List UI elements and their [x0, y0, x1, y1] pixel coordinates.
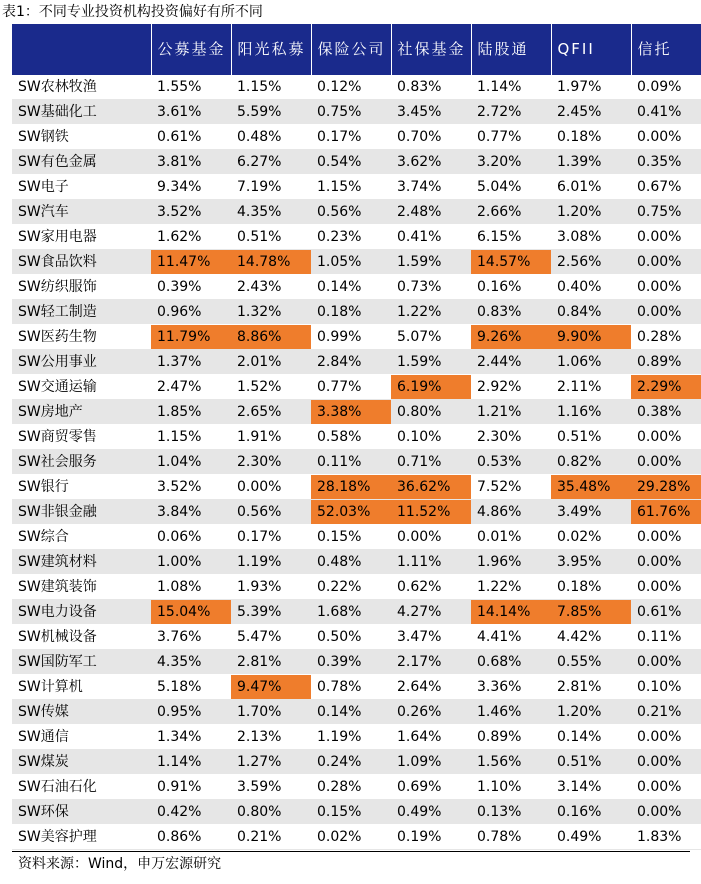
value-cell: 5.18%	[151, 675, 231, 700]
value-cell: 0.54%	[311, 150, 391, 175]
value-cell: 3.38%	[311, 400, 391, 425]
value-cell: 1.16%	[551, 400, 631, 425]
value-cell: 0.89%	[631, 350, 701, 375]
industry-name-cell: SW医药生物	[12, 325, 151, 350]
header-cell-industry	[12, 24, 151, 75]
value-cell: 0.73%	[391, 275, 471, 300]
value-cell: 0.83%	[391, 75, 471, 100]
value-cell: 3.52%	[151, 475, 231, 500]
value-cell: 4.86%	[471, 500, 551, 525]
value-cell: 0.23%	[311, 225, 391, 250]
value-cell: 2.66%	[471, 200, 551, 225]
value-cell: 0.21%	[231, 825, 311, 850]
value-cell: 0.95%	[151, 700, 231, 725]
table-row	[12, 650, 701, 675]
value-cell: 0.12%	[311, 75, 391, 100]
industry-name-cell: SW房地产	[12, 400, 151, 425]
value-cell: 1.85%	[151, 400, 231, 425]
value-cell: 2.01%	[231, 350, 311, 375]
value-cell: 7.85%	[551, 600, 631, 625]
table-row	[12, 375, 701, 400]
value-cell: 0.61%	[151, 125, 231, 150]
value-cell: 0.91%	[151, 775, 231, 800]
table-row	[12, 175, 701, 200]
value-cell: 0.00%	[631, 550, 701, 575]
industry-name-cell: SW银行	[12, 475, 151, 500]
table-row	[12, 700, 701, 725]
value-cell: 1.14%	[471, 75, 551, 100]
value-cell: 1.10%	[471, 775, 551, 800]
value-cell: 0.16%	[551, 800, 631, 825]
value-cell: 1.20%	[551, 700, 631, 725]
value-cell: 6.01%	[551, 175, 631, 200]
table-row	[12, 400, 701, 425]
industry-name-cell: SW石油石化	[12, 775, 151, 800]
value-cell: 6.19%	[391, 375, 471, 400]
value-cell: 1.96%	[471, 550, 551, 575]
value-cell: 0.77%	[311, 375, 391, 400]
value-cell: 52.03%	[311, 500, 391, 525]
value-cell: 0.00%	[631, 250, 701, 275]
header-cell-northbound: 陆股通	[471, 24, 551, 75]
value-cell: 3.62%	[391, 150, 471, 175]
value-cell: 1.09%	[391, 750, 471, 775]
value-cell: 1.14%	[151, 750, 231, 775]
value-cell: 0.01%	[471, 525, 551, 550]
value-cell: 0.00%	[631, 450, 701, 475]
industry-name-cell: SW汽车	[12, 200, 151, 225]
industry-name-cell: SW非银金融	[12, 500, 151, 525]
value-cell: 3.08%	[551, 225, 631, 250]
table-row	[12, 775, 701, 800]
value-cell: 0.11%	[311, 450, 391, 475]
value-cell: 0.28%	[631, 325, 701, 350]
industry-name-cell: SW通信	[12, 725, 151, 750]
industry-name-cell: SW煤炭	[12, 750, 151, 775]
value-cell: 0.35%	[631, 150, 701, 175]
value-cell: 0.86%	[151, 825, 231, 850]
industry-name-cell: SW钢铁	[12, 125, 151, 150]
value-cell: 0.39%	[311, 650, 391, 675]
value-cell: 0.00%	[631, 775, 701, 800]
value-cell: 14.14%	[471, 600, 551, 625]
value-cell: 0.83%	[471, 300, 551, 325]
value-cell: 5.07%	[391, 325, 471, 350]
table-row	[12, 125, 701, 150]
industry-name-cell: SW电子	[12, 175, 151, 200]
value-cell: 0.41%	[391, 225, 471, 250]
value-cell: 0.24%	[311, 750, 391, 775]
value-cell: 6.27%	[231, 150, 311, 175]
value-cell: 0.89%	[471, 725, 551, 750]
value-cell: 14.57%	[471, 250, 551, 275]
table-row	[12, 225, 701, 250]
value-cell: 0.13%	[471, 800, 551, 825]
table-row	[12, 475, 701, 500]
value-cell: 0.50%	[311, 625, 391, 650]
value-cell: 1.62%	[151, 225, 231, 250]
value-cell: 1.64%	[391, 725, 471, 750]
value-cell: 0.78%	[311, 675, 391, 700]
value-cell: 0.00%	[631, 650, 701, 675]
table-row	[12, 750, 701, 775]
value-cell: 0.26%	[391, 700, 471, 725]
value-cell: 0.00%	[631, 125, 701, 150]
industry-name-cell: SW公用事业	[12, 350, 151, 375]
header-cell-private-fund: 阳光私募	[231, 24, 311, 75]
value-cell: 29.28%	[631, 475, 701, 500]
industry-name-cell: SW机械设备	[12, 625, 151, 650]
value-cell: 0.38%	[631, 400, 701, 425]
value-cell: 0.84%	[551, 300, 631, 325]
value-cell: 0.77%	[471, 125, 551, 150]
value-cell: 4.35%	[231, 200, 311, 225]
industry-name-cell: SW建筑材料	[12, 550, 151, 575]
value-cell: 0.40%	[551, 275, 631, 300]
table-row	[12, 275, 701, 300]
table-row	[12, 550, 701, 575]
value-cell: 0.14%	[551, 725, 631, 750]
investment-preference-table	[12, 24, 701, 850]
value-cell: 1.34%	[151, 725, 231, 750]
value-cell: 0.09%	[631, 75, 701, 100]
industry-name-cell: SW家用电器	[12, 225, 151, 250]
value-cell: 0.53%	[471, 450, 551, 475]
industry-name-cell: SW农林牧渔	[12, 75, 151, 100]
value-cell: 3.84%	[151, 500, 231, 525]
value-cell: 1.68%	[311, 600, 391, 625]
table-row	[12, 350, 701, 375]
value-cell: 0.80%	[391, 400, 471, 425]
industry-name-cell: SW环保	[12, 800, 151, 825]
value-cell: 2.81%	[551, 675, 631, 700]
value-cell: 0.00%	[631, 800, 701, 825]
table-row	[12, 425, 701, 450]
value-cell: 2.72%	[471, 100, 551, 125]
source-note: 资料来源：Wind，申万宏源研究	[12, 851, 690, 877]
industry-name-cell: SW有色金属	[12, 150, 151, 175]
value-cell: 2.92%	[471, 375, 551, 400]
value-cell: 0.14%	[311, 275, 391, 300]
value-cell: 7.52%	[471, 475, 551, 500]
header-cell-insurance: 保险公司	[311, 24, 391, 75]
value-cell: 1.59%	[391, 350, 471, 375]
value-cell: 3.95%	[551, 550, 631, 575]
value-cell: 9.90%	[551, 325, 631, 350]
value-cell: 1.46%	[471, 700, 551, 725]
value-cell: 28.18%	[311, 475, 391, 500]
table-row	[12, 250, 701, 275]
industry-name-cell: SW计算机	[12, 675, 151, 700]
value-cell: 2.44%	[471, 350, 551, 375]
value-cell: 1.83%	[631, 825, 701, 850]
value-cell: 3.14%	[551, 775, 631, 800]
table-body	[12, 75, 701, 850]
value-cell: 1.15%	[311, 175, 391, 200]
value-cell: 2.47%	[151, 375, 231, 400]
value-cell: 2.84%	[311, 350, 391, 375]
value-cell: 2.30%	[231, 450, 311, 475]
industry-name-cell: SW商贸零售	[12, 425, 151, 450]
value-cell: 0.15%	[311, 525, 391, 550]
value-cell: 0.75%	[631, 200, 701, 225]
value-cell: 0.80%	[231, 800, 311, 825]
value-cell: 4.27%	[391, 600, 471, 625]
value-cell: 0.41%	[631, 100, 701, 125]
value-cell: 0.18%	[311, 300, 391, 325]
value-cell: 3.45%	[391, 100, 471, 125]
value-cell: 0.17%	[231, 525, 311, 550]
value-cell: 0.00%	[631, 275, 701, 300]
value-cell: 0.15%	[311, 800, 391, 825]
value-cell: 0.02%	[311, 825, 391, 850]
value-cell: 0.96%	[151, 300, 231, 325]
value-cell: 0.70%	[391, 125, 471, 150]
value-cell: 0.69%	[391, 775, 471, 800]
value-cell: 0.58%	[311, 425, 391, 450]
value-cell: 1.93%	[231, 575, 311, 600]
header-cell-social-security: 社保基金	[391, 24, 471, 75]
value-cell: 7.19%	[231, 175, 311, 200]
value-cell: 0.48%	[231, 125, 311, 150]
value-cell: 6.15%	[471, 225, 551, 250]
value-cell: 0.14%	[311, 700, 391, 725]
value-cell: 2.56%	[551, 250, 631, 275]
value-cell: 0.75%	[311, 100, 391, 125]
value-cell: 2.45%	[551, 100, 631, 125]
value-cell: 5.47%	[231, 625, 311, 650]
value-cell: 2.65%	[231, 400, 311, 425]
value-cell: 1.56%	[471, 750, 551, 775]
value-cell: 4.41%	[471, 625, 551, 650]
value-cell: 1.20%	[551, 200, 631, 225]
value-cell: 0.00%	[631, 425, 701, 450]
value-cell: 0.68%	[471, 650, 551, 675]
value-cell: 11.79%	[151, 325, 231, 350]
value-cell: 1.32%	[231, 300, 311, 325]
value-cell: 2.13%	[231, 725, 311, 750]
value-cell: 0.51%	[551, 425, 631, 450]
table-caption: 表1：不同专业投资机构投资偏好有所不同	[2, 4, 263, 20]
value-cell: 1.15%	[231, 75, 311, 100]
value-cell: 0.51%	[231, 225, 311, 250]
value-cell: 0.42%	[151, 800, 231, 825]
value-cell: 0.11%	[631, 625, 701, 650]
value-cell: 0.82%	[551, 450, 631, 475]
value-cell: 0.00%	[631, 300, 701, 325]
value-cell: 1.39%	[551, 150, 631, 175]
value-cell: 0.78%	[471, 825, 551, 850]
value-cell: 3.76%	[151, 625, 231, 650]
value-cell: 36.62%	[391, 475, 471, 500]
value-cell: 1.97%	[551, 75, 631, 100]
value-cell: 1.04%	[151, 450, 231, 475]
value-cell: 3.81%	[151, 150, 231, 175]
table-row	[12, 575, 701, 600]
value-cell: 1.22%	[391, 300, 471, 325]
value-cell: 11.52%	[391, 500, 471, 525]
table-row	[12, 825, 701, 850]
value-cell: 2.30%	[471, 425, 551, 450]
industry-name-cell: SW传媒	[12, 700, 151, 725]
value-cell: 0.49%	[551, 825, 631, 850]
value-cell: 0.55%	[551, 650, 631, 675]
industry-name-cell: SW交通运输	[12, 375, 151, 400]
value-cell: 1.00%	[151, 550, 231, 575]
value-cell: 35.48%	[551, 475, 631, 500]
value-cell: 0.16%	[471, 275, 551, 300]
industry-name-cell: SW社会服务	[12, 450, 151, 475]
value-cell: 0.00%	[391, 525, 471, 550]
value-cell: 0.10%	[631, 675, 701, 700]
table-row	[12, 800, 701, 825]
value-cell: 11.47%	[151, 250, 231, 275]
value-cell: 4.35%	[151, 650, 231, 675]
value-cell: 0.00%	[631, 750, 701, 775]
value-cell: 1.70%	[231, 700, 311, 725]
industry-name-cell: SW综合	[12, 525, 151, 550]
value-cell: 1.55%	[151, 75, 231, 100]
industry-name-cell: SW电力设备	[12, 600, 151, 625]
value-cell: 3.47%	[391, 625, 471, 650]
value-cell: 0.18%	[551, 575, 631, 600]
value-cell: 2.11%	[551, 375, 631, 400]
table-row	[12, 150, 701, 175]
header-cell-public-fund: 公募基金	[151, 24, 231, 75]
value-cell: 2.43%	[231, 275, 311, 300]
value-cell: 1.22%	[471, 575, 551, 600]
value-cell: 3.52%	[151, 200, 231, 225]
value-cell: 1.06%	[551, 350, 631, 375]
value-cell: 1.52%	[231, 375, 311, 400]
value-cell: 0.61%	[631, 600, 701, 625]
value-cell: 4.42%	[551, 625, 631, 650]
value-cell: 8.86%	[231, 325, 311, 350]
value-cell: 15.04%	[151, 600, 231, 625]
value-cell: 2.29%	[631, 375, 701, 400]
value-cell: 0.39%	[151, 275, 231, 300]
value-cell: 0.00%	[631, 725, 701, 750]
value-cell: 0.48%	[311, 550, 391, 575]
value-cell: 0.21%	[631, 700, 701, 725]
value-cell: 0.00%	[631, 575, 701, 600]
value-cell: 9.26%	[471, 325, 551, 350]
value-cell: 5.39%	[231, 600, 311, 625]
table-row	[12, 725, 701, 750]
value-cell: 0.67%	[631, 175, 701, 200]
value-cell: 0.10%	[391, 425, 471, 450]
value-cell: 9.34%	[151, 175, 231, 200]
value-cell: 0.49%	[391, 800, 471, 825]
table-row	[12, 300, 701, 325]
table-row	[12, 75, 701, 100]
value-cell: 0.06%	[151, 525, 231, 550]
industry-name-cell: SW美容护理	[12, 825, 151, 850]
value-cell: 1.27%	[231, 750, 311, 775]
value-cell: 0.99%	[311, 325, 391, 350]
table-row	[12, 200, 701, 225]
table-row	[12, 100, 701, 125]
value-cell: 1.19%	[311, 725, 391, 750]
value-cell: 61.76%	[631, 500, 701, 525]
industry-name-cell: SW建筑装饰	[12, 575, 151, 600]
value-cell: 1.37%	[151, 350, 231, 375]
industry-name-cell: SW轻工制造	[12, 300, 151, 325]
value-cell: 1.08%	[151, 575, 231, 600]
value-cell: 5.59%	[231, 100, 311, 125]
value-cell: 2.64%	[391, 675, 471, 700]
value-cell: 1.05%	[311, 250, 391, 275]
value-cell: 3.61%	[151, 100, 231, 125]
value-cell: 0.51%	[551, 750, 631, 775]
value-cell: 0.19%	[391, 825, 471, 850]
table-row	[12, 450, 701, 475]
industry-name-cell: SW纺织服饰	[12, 275, 151, 300]
value-cell: 3.36%	[471, 675, 551, 700]
value-cell: 1.59%	[391, 250, 471, 275]
table-row	[12, 600, 701, 625]
value-cell: 0.18%	[551, 125, 631, 150]
value-cell: 2.17%	[391, 650, 471, 675]
value-cell: 0.17%	[311, 125, 391, 150]
value-cell: 1.11%	[391, 550, 471, 575]
industry-name-cell: SW国防军工	[12, 650, 151, 675]
value-cell: 5.04%	[471, 175, 551, 200]
value-cell: 3.59%	[231, 775, 311, 800]
industry-name-cell: SW食品饮料	[12, 250, 151, 275]
value-cell: 0.00%	[631, 525, 701, 550]
industry-name-cell: SW基础化工	[12, 100, 151, 125]
value-cell: 0.22%	[311, 575, 391, 600]
table-row	[12, 675, 701, 700]
value-cell: 0.28%	[311, 775, 391, 800]
value-cell: 0.56%	[311, 200, 391, 225]
table-row	[12, 625, 701, 650]
value-cell: 1.15%	[151, 425, 231, 450]
value-cell: 0.71%	[391, 450, 471, 475]
value-cell: 2.48%	[391, 200, 471, 225]
value-cell: 2.81%	[231, 650, 311, 675]
value-cell: 0.02%	[551, 525, 631, 550]
header-row	[12, 24, 701, 75]
value-cell: 3.49%	[551, 500, 631, 525]
value-cell: 0.00%	[631, 225, 701, 250]
table-row	[12, 500, 701, 525]
table-row	[12, 325, 701, 350]
value-cell: 1.19%	[231, 550, 311, 575]
table-row	[12, 525, 701, 550]
value-cell: 0.00%	[231, 475, 311, 500]
value-cell: 9.47%	[231, 675, 311, 700]
header-cell-trust: 信托	[631, 24, 701, 75]
value-cell: 0.62%	[391, 575, 471, 600]
value-cell: 3.20%	[471, 150, 551, 175]
value-cell: 1.21%	[471, 400, 551, 425]
value-cell: 3.74%	[391, 175, 471, 200]
value-cell: 0.56%	[231, 500, 311, 525]
value-cell: 14.78%	[231, 250, 311, 275]
header-cell-qfii: QFII	[551, 24, 631, 75]
value-cell: 1.91%	[231, 425, 311, 450]
